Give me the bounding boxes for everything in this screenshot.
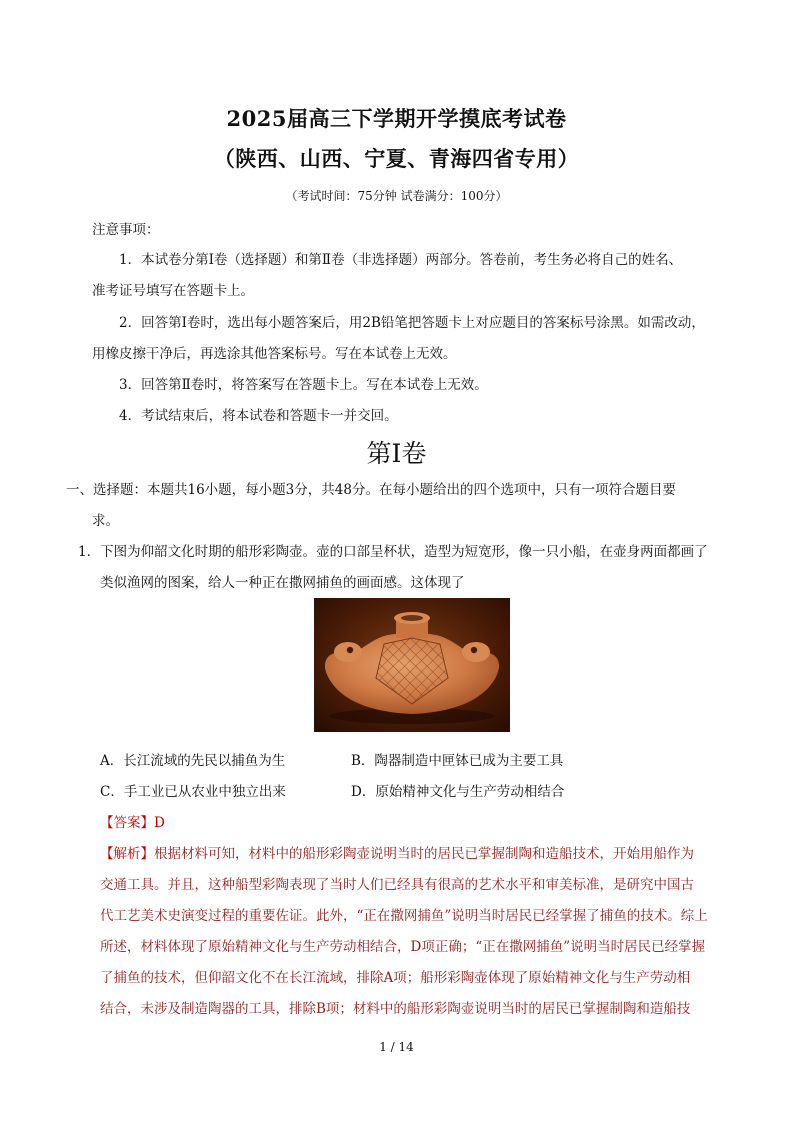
analysis-line-1 [100, 842, 694, 862]
analysis-line-2: 交通工具。并且，这种船型彩陶表现了当时人们已经具有很高的艺术水平和审美标准，是研究中国古 [100, 877, 694, 893]
analysis-text-1: 根据材料可知，材料中的船形彩陶壶说明当时的居民已掌握制陶和造船技术，开始用船作为 [154, 846, 694, 862]
pottery-photo [314, 598, 510, 732]
exam-title: 2025届高三下学期开学摸底考试卷 [226, 106, 567, 131]
question-stem-cont: 类似渔网的图案，给人一种正在撒网捕鱼的画面感。这体现了 [100, 575, 465, 591]
analysis-tag: 【解析】 [100, 846, 154, 862]
notes-heading: 注意事项： [92, 222, 160, 238]
section-title: 第Ⅰ卷 [366, 439, 427, 468]
answer-value: D [154, 815, 165, 831]
answer-line [100, 811, 165, 831]
option-d: D．原始精神文化与生产劳动相结合 [351, 784, 565, 800]
part-intro-cont: 求。 [92, 513, 119, 529]
analysis-line-6: 结合，未涉及制造陶器的工具，排除B项；材料中的船形彩陶壶说明当时的居民已掌握制陶和造船技 [100, 1001, 691, 1017]
exam-info: （考试时间：75分钟 试卷满分：100分） [285, 189, 508, 203]
question-stem: 1．下图为仰韶文化时期的船形彩陶壶。壶的口部呈杯状，造型为短宽形，像一只小船，在壶身两面都画了 [78, 544, 708, 560]
exam-subtitle: （陕西、山西、宁夏、青海四省专用） [213, 146, 580, 171]
answer-tag: 【答案】 [100, 815, 154, 831]
option-b: B．陶器制造中匣钵已成为主要工具 [351, 753, 564, 769]
note-2: 2．回答第Ⅰ卷时，选出每小题答案后，用2B铅笔把答题卡上对应题目的答案标号涂黑。如需改动， [119, 315, 705, 331]
option-c: C．手工业已从农业中独立出来 [100, 784, 286, 800]
note-1-cont: 准考证号填写在答题卡上。 [92, 283, 254, 299]
note-4: 4．考试结束后，将本试卷和答题卡一并交回。 [119, 408, 398, 424]
note-3: 3．回答第Ⅱ卷时，将答案写在答题卡上。写在本试卷上无效。 [119, 377, 488, 393]
page-number: 1 / 14 [379, 1040, 414, 1054]
note-2-cont: 用橡皮擦干净后，再选涂其他答案标号。写在本试卷上无效。 [92, 346, 457, 362]
note-1: 1．本试卷分第Ⅰ卷（选择题）和第Ⅱ卷（非选择题）两部分。答卷前，考生务必将自己的姓名、 [119, 252, 683, 268]
analysis-line-4: 所述，材料体现了原始精神文化与生产劳动相结合，D项正确；“正在撒网捕鱼”说明当时居民已经掌握 [100, 939, 706, 955]
analysis-line-5: 了捕鱼的技术，但仰韶文化不在长江流域，排除A项；船形彩陶壶体现了原始精神文化与生产劳动相 [100, 970, 691, 986]
part-intro: 一、选择题：本题共16小题，每小题3分，共48分。在每小题给出的四个选项中，只有一项符合题目要 [66, 482, 676, 498]
analysis-line-3: 代工艺美术史演变过程的重要佐证。此外，“正在撒网捕鱼”说明当时居民已经掌握了捕鱼的技术。综上 [100, 908, 708, 924]
option-a: A．长江流域的先民以捕鱼为生 [100, 753, 286, 769]
